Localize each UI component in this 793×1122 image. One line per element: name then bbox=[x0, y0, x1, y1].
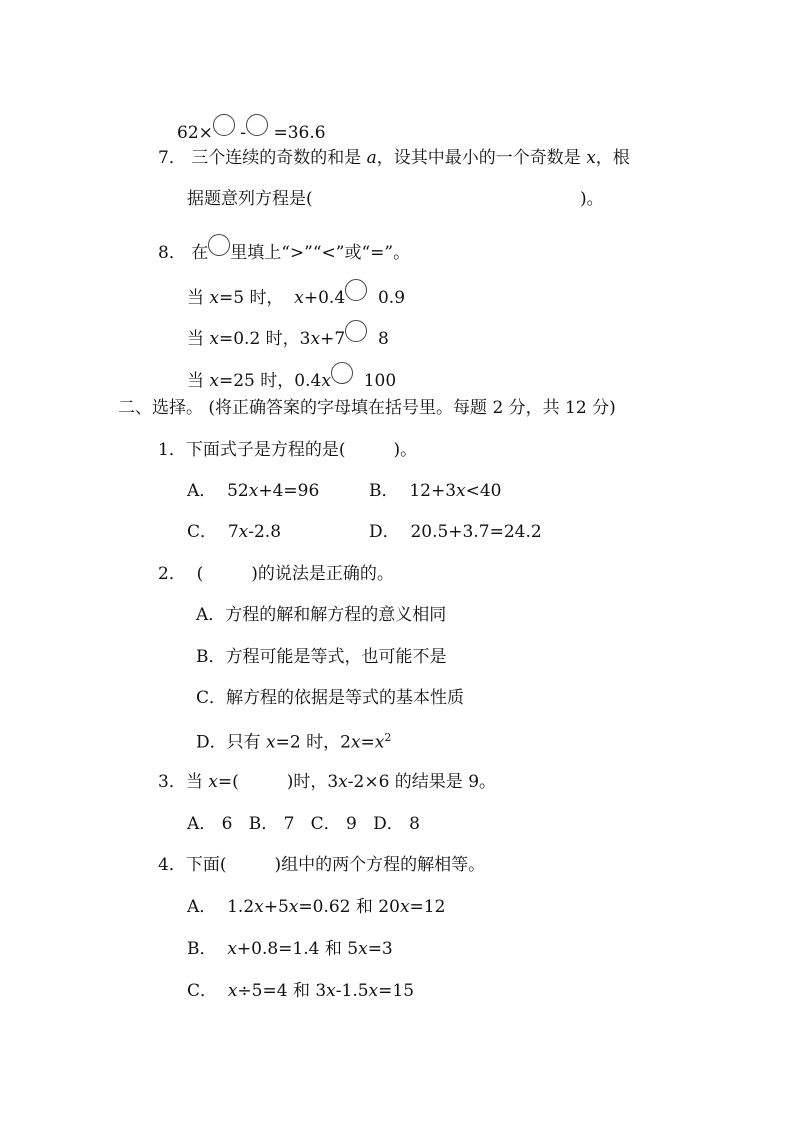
c1-option-c[interactable]: C． 7x-2.8 bbox=[187, 522, 282, 542]
c2-option-c[interactable]: C．解方程的依据是等式的基本性质 bbox=[196, 688, 465, 708]
q8-text: 里填上“>”“<”或“=”。 bbox=[230, 243, 411, 263]
c4-option-b[interactable]: B． x+0.8=1.4 和 5x=3 bbox=[187, 939, 393, 959]
q7-text: 据题意列方程是( bbox=[187, 189, 313, 209]
answer-circle[interactable] bbox=[345, 279, 367, 301]
q8-row1: 当 x=5 时， x+0.4 0.9 bbox=[187, 279, 405, 307]
q6-post: =36.6 bbox=[273, 123, 326, 143]
q7-text: 三个连续的奇数的和是 bbox=[191, 148, 362, 168]
q7-text: ，根 bbox=[595, 148, 630, 168]
q8-row2: 当 x=0.2 时，3x+7 8 bbox=[187, 320, 389, 348]
c1-option-b[interactable]: B． 12+3x<40 bbox=[369, 481, 502, 501]
c1-option-a[interactable]: A． 52x+4=96 bbox=[187, 481, 320, 501]
q8-row3: 当 x=25 时，0.4x 100 bbox=[187, 362, 396, 390]
c2-stem: 2． ( )的说法是正确的。 bbox=[158, 564, 394, 584]
q6-minus: - bbox=[240, 123, 247, 143]
q7-answer-close bbox=[580, 191, 604, 208]
q8-text: 在 bbox=[191, 243, 209, 263]
answer-circle[interactable] bbox=[331, 362, 353, 384]
compare-circle bbox=[208, 234, 230, 256]
answer-circle[interactable] bbox=[213, 114, 235, 136]
q7-line1 bbox=[158, 150, 630, 167]
var-a: a bbox=[366, 148, 377, 168]
q8-stem bbox=[158, 234, 410, 262]
c2-option-d[interactable]: D．只有 x=2 时，$2x=x^2$ bbox=[196, 731, 392, 753]
q7-text: ，设其中最小的一个奇数是 bbox=[376, 148, 581, 168]
c1-stem: 1．下面式子是方程的是( )。 bbox=[158, 440, 418, 460]
c1-option-d[interactable]: D． 20.5+3.7=24.2 bbox=[369, 522, 542, 542]
c3-options[interactable]: A． 6 B． 7 C． 9 D． 8 bbox=[187, 814, 420, 834]
answer-circle[interactable] bbox=[246, 114, 268, 136]
var-x: x bbox=[586, 148, 596, 168]
section-two-heading: 二、选择。 (将正确答案的字母填在括号里。每题 2 分，共 12 分) bbox=[118, 398, 616, 418]
q6-equation bbox=[177, 114, 326, 142]
q8-number: 8． bbox=[158, 243, 186, 263]
q7-number: 7． bbox=[158, 148, 186, 168]
q7-text: )。 bbox=[580, 189, 604, 209]
q6-pre: 62× bbox=[177, 123, 213, 143]
c4-stem: 4．下面( )组中的两个方程的解相等。 bbox=[158, 855, 486, 875]
c4-option-c[interactable]: C． x÷5=4 和 3x-1.5x=15 bbox=[187, 981, 415, 1001]
answer-circle[interactable] bbox=[345, 320, 367, 342]
c3-stem: 3．当 x=( )时，3x-2×6 的结果是 9。 bbox=[158, 772, 497, 792]
c2-option-b[interactable]: B．方程可能是等式，也可能不是 bbox=[196, 647, 447, 667]
c4-option-a[interactable]: A． 1.2x+5x=0.62 和 20x=12 bbox=[187, 897, 446, 917]
c2-option-a[interactable]: A．方程的解和解方程的意义相同 bbox=[196, 605, 447, 625]
q7-line2 bbox=[187, 191, 313, 208]
